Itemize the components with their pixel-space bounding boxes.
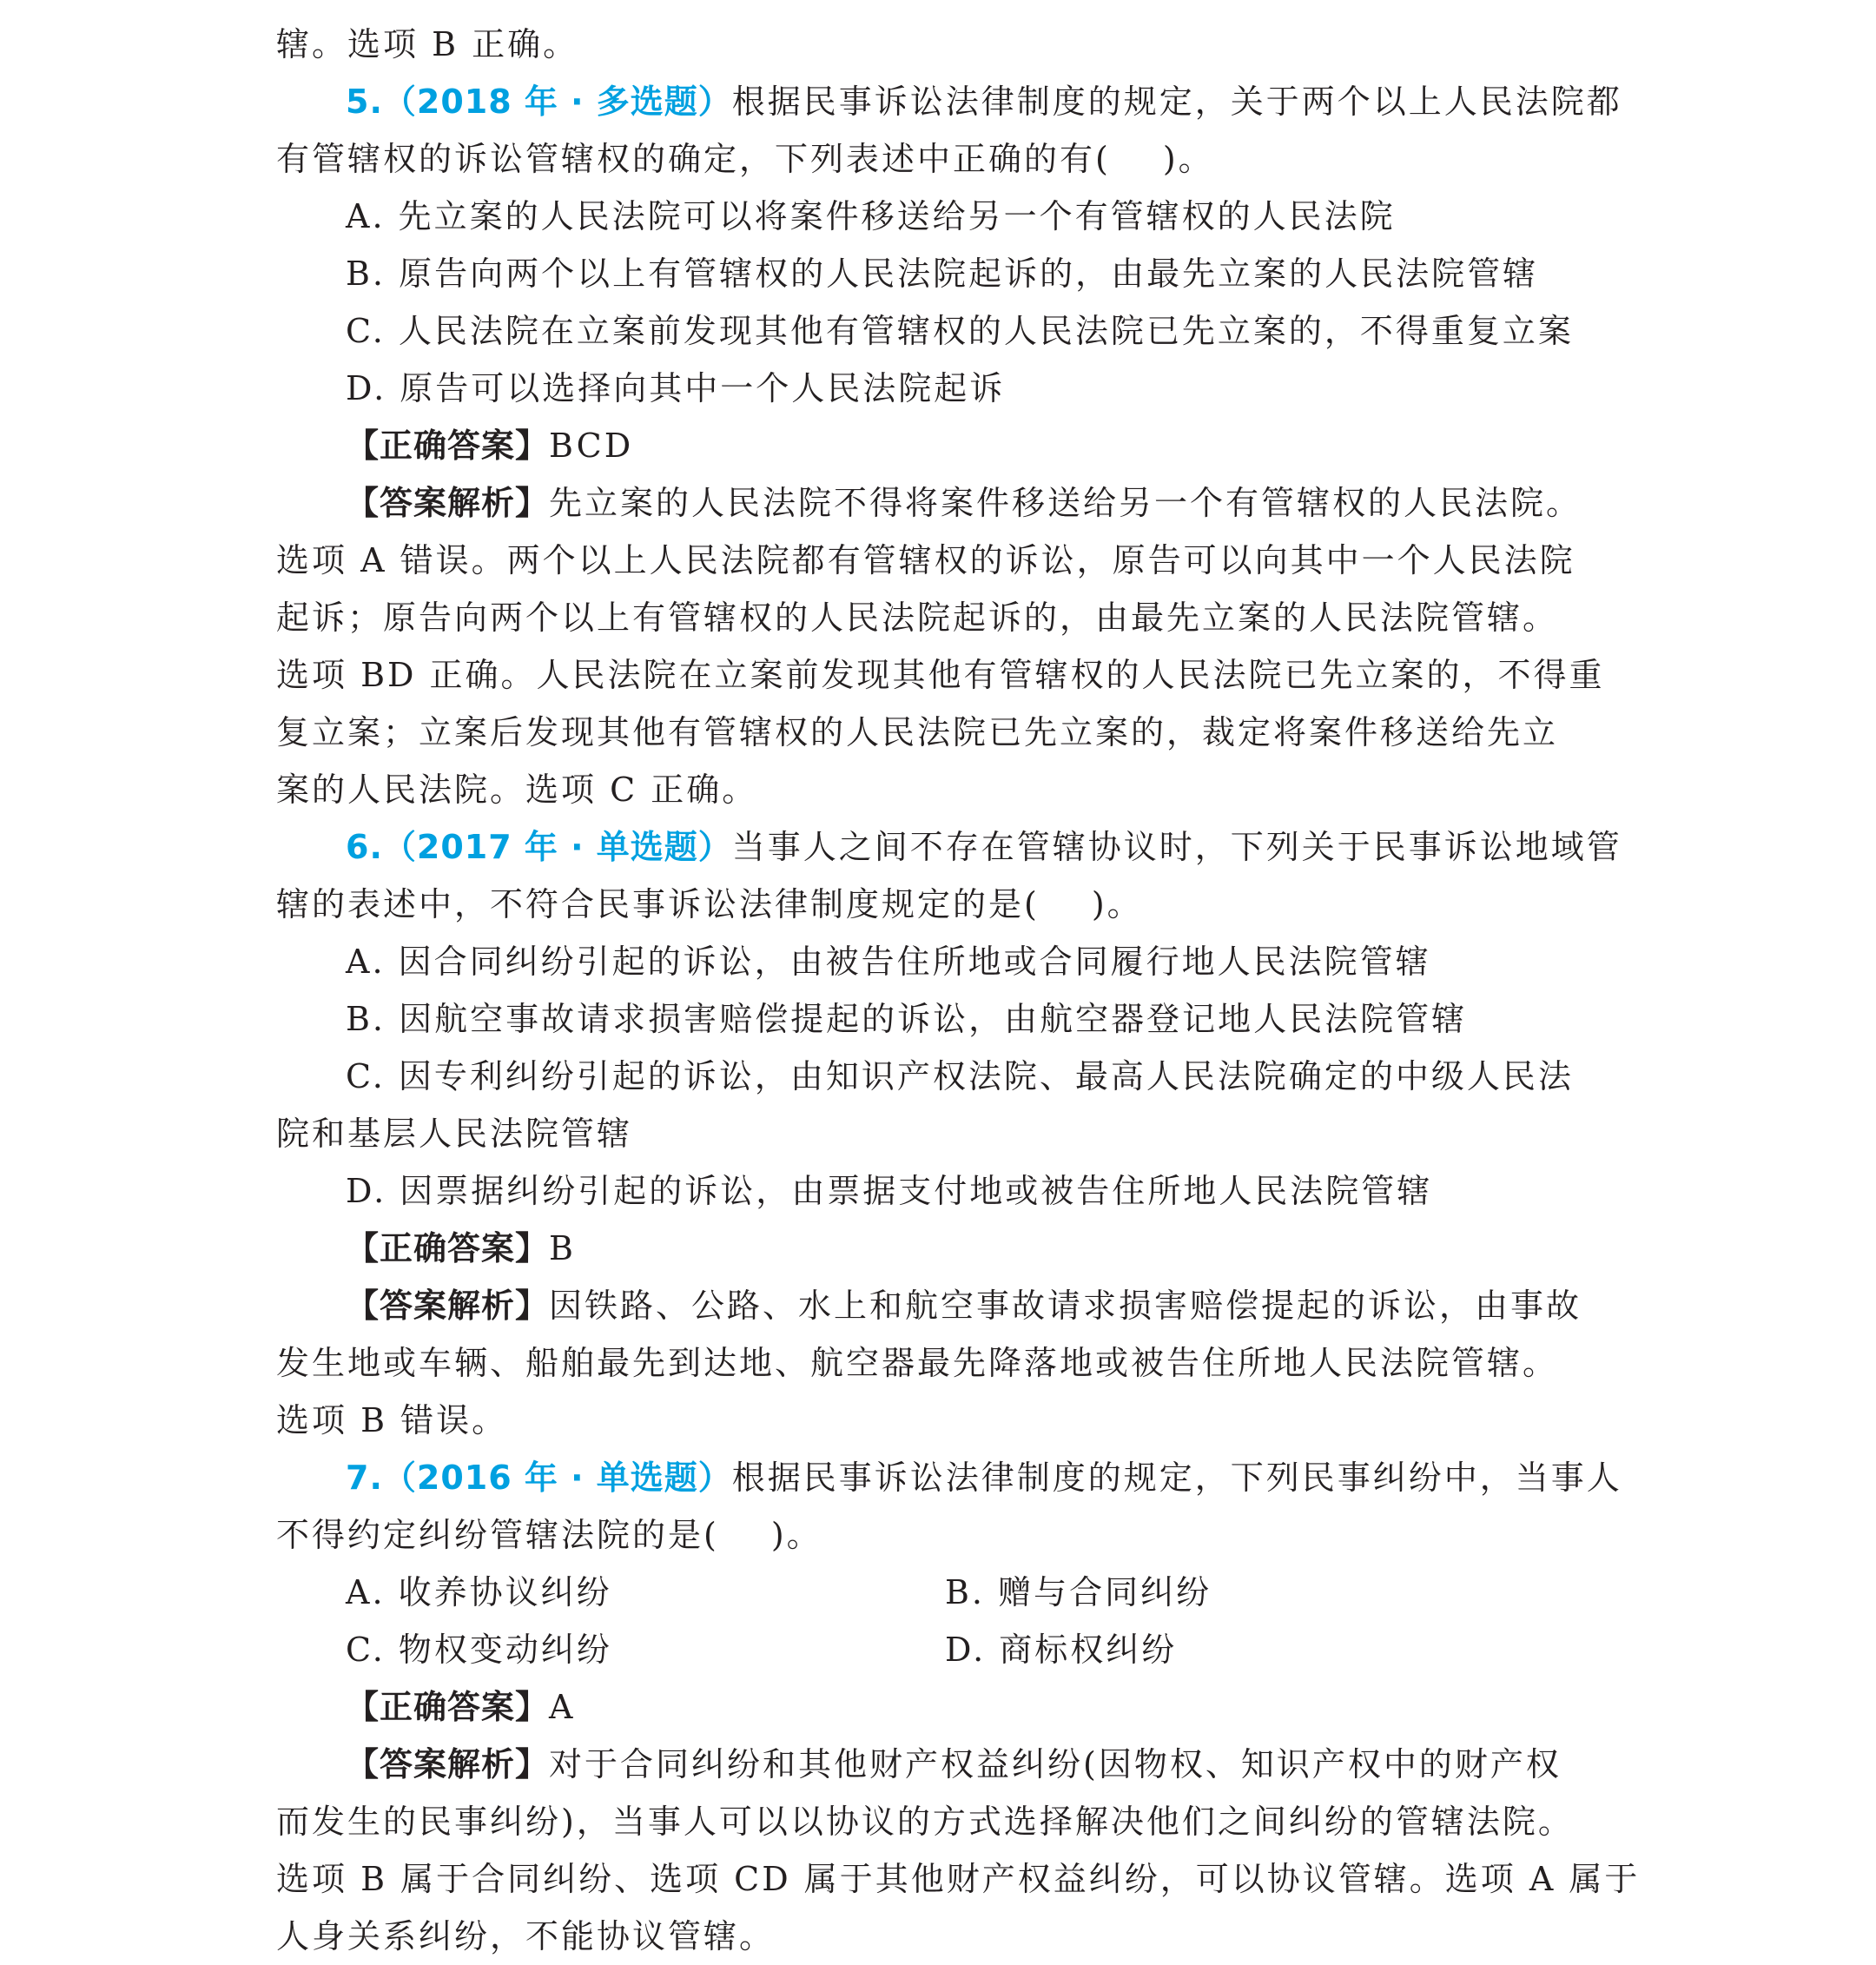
q6-stem-text-2a: 辖的表述中，不符合民事诉讼法律制度规定的是( <box>276 885 1040 923</box>
document-page <box>276 16 1641 1965</box>
q6-stem-line-2 <box>276 876 1614 933</box>
q7-stem-line-1 <box>276 1449 1622 1506</box>
q7-option-a: A. 收养协议纠纷 <box>346 1573 612 1611</box>
q5-option-b: B. 原告向两个以上有管辖权的人民法院起诉的，由最先立案的人民法院管辖 <box>346 255 1539 293</box>
q7-analysis-line: 人身关系纠纷，不能协议管辖。 <box>276 1917 776 1955</box>
q5-answer-label: 【正确答案】 <box>346 427 550 465</box>
q6-stem-text-2b: )。 <box>1091 885 1143 923</box>
q5-analysis-line: 案的人民法院。选项 C 正确。 <box>276 771 758 809</box>
q6-answer-label: 【正确答案】 <box>346 1229 550 1267</box>
q7-answer-label: 【正确答案】 <box>346 1688 550 1726</box>
q7-analysis-line: 选项 B 属于合同纠纷、选项 CD 属于其他财产权益纠纷，可以协议管辖。选项 A 属于 <box>276 1860 1641 1898</box>
q6-analysis-text-1: 因铁路、公路、水上和航空事故请求损害赔偿提起的诉讼，由事故 <box>549 1287 1582 1325</box>
q5-option-c: C. 人民法院在立案前发现其他有管辖权的人民法院已先立案的，不得重复立案 <box>346 312 1574 350</box>
q6-answer-value: B <box>549 1229 576 1267</box>
q6-analysis-line: 发生地或车辆、船舶最先到达地、航空器最先降落地或被告住所地人民法院管辖。 <box>276 1344 1559 1382</box>
q6-option-d: D. 因票据纠纷引起的诉讼，由票据支付地或被告住所地人民法院管辖 <box>346 1172 1433 1210</box>
q5-analysis-text-1: 先立案的人民法院不得将案件移送给另一个有管辖权的人民法院。 <box>549 484 1582 522</box>
q5-analysis-line: 起诉；原告向两个以上有管辖权的人民法院起诉的，由最先立案的人民法院管辖。 <box>276 599 1559 637</box>
q6-heading: 6.（2017 年 · 单选题） <box>346 828 732 866</box>
q7-analysis-text-1: 对于合同纠纷和其他财产权益纠纷(因物权、知识产权中的财产权 <box>549 1745 1562 1783</box>
q5-stem-text-2a: 有管辖权的诉讼管辖权的确定，下列表述中正确的有( <box>276 140 1111 178</box>
q5-stem-text-2b: )。 <box>1162 140 1214 178</box>
q6-analysis-line: 选项 B 错误。 <box>276 1401 508 1439</box>
q7-option-d: D. 商标权纠纷 <box>945 1631 1178 1669</box>
q5-analysis-label: 【答案解析】 <box>346 484 550 522</box>
q6-analysis-line-1 <box>276 1277 1614 1334</box>
q5-option-d: D. 原告可以选择向其中一个人民法院起诉 <box>346 369 1006 407</box>
q5-analysis-line: 选项 A 错误。两个以上人民法院都有管辖权的诉讼，原告可以向其中一个人民法院 <box>276 541 1575 579</box>
q7-options-row-1 <box>276 1564 1614 1621</box>
q6-analysis-label: 【答案解析】 <box>346 1287 550 1325</box>
q5-answer <box>276 417 1614 474</box>
question-5 <box>276 73 1622 818</box>
q7-stem-text-1: 根据民事诉讼法律制度的规定，下列民事纠纷中，当事人 <box>731 1459 1622 1497</box>
q6-stem-line-1 <box>276 818 1622 876</box>
q6-option-c-line-1: C. 因专利纠纷引起的诉讼，由知识产权法院、最高人民法院确定的中级人民法 <box>346 1057 1574 1095</box>
q7-analysis-line: 而发生的民事纠纷)，当事人可以以协议的方式选择解决他们之间纠纷的管辖法院。 <box>276 1803 1574 1841</box>
q5-stem-line-1 <box>276 73 1622 130</box>
q6-option-c-line-2: 院和基层人民法院管辖 <box>276 1115 633 1153</box>
q6-option-a: A. 因合同纠纷引起的诉讼，由被告住所地或合同履行地人民法院管辖 <box>346 943 1431 981</box>
q5-analysis-line: 选项 BD 正确。人民法院在立案前发现其他有管辖权的人民法院已先立案的，不得重 <box>276 656 1605 694</box>
q6-option-b: B. 因航空事故请求损害赔偿提起的诉讼，由航空器登记地人民法院管辖 <box>346 1000 1468 1038</box>
q5-answer-value: BCD <box>549 427 634 465</box>
q7-stem-text-2a: 不得约定纠纷管辖法院的是( <box>276 1516 719 1554</box>
q5-analysis-line-1 <box>276 474 1614 532</box>
q5-option-a: A. 先立案的人民法院可以将案件移送给另一个有管辖权的人民法院 <box>346 197 1396 235</box>
q7-analysis-label: 【答案解析】 <box>346 1745 550 1783</box>
q7-options-row-2 <box>276 1621 1614 1678</box>
q7-option-b: B. 赠与合同纠纷 <box>945 1573 1212 1611</box>
q6-answer <box>276 1220 1614 1277</box>
question-7 <box>276 1449 1641 1965</box>
question-6 <box>276 818 1622 1449</box>
intro-line: 辖。选项 B 正确。 <box>276 25 579 63</box>
q7-option-c: C. 物权变动纠纷 <box>346 1631 612 1669</box>
q7-heading: 7.（2016 年 · 单选题） <box>346 1459 732 1497</box>
q7-answer-value: A <box>549 1688 576 1726</box>
q5-analysis-line: 复立案；立案后发现其他有管辖权的人民法院已先立案的，裁定将案件移送给先立 <box>276 713 1559 751</box>
q7-analysis-line-1 <box>276 1736 1614 1793</box>
q5-stem-text-1: 根据民事诉讼法律制度的规定，关于两个以上人民法院都 <box>731 83 1622 121</box>
q7-answer <box>276 1678 1614 1736</box>
q7-stem-text-2b: )。 <box>770 1516 822 1554</box>
q5-stem-line-2 <box>276 130 1614 188</box>
q5-heading: 5.（2018 年 · 多选题） <box>346 83 732 121</box>
q6-stem-text-1: 当事人之间不存在管辖协议时，下列关于民事诉讼地域管 <box>731 828 1622 866</box>
q7-stem-line-2 <box>276 1506 1614 1564</box>
